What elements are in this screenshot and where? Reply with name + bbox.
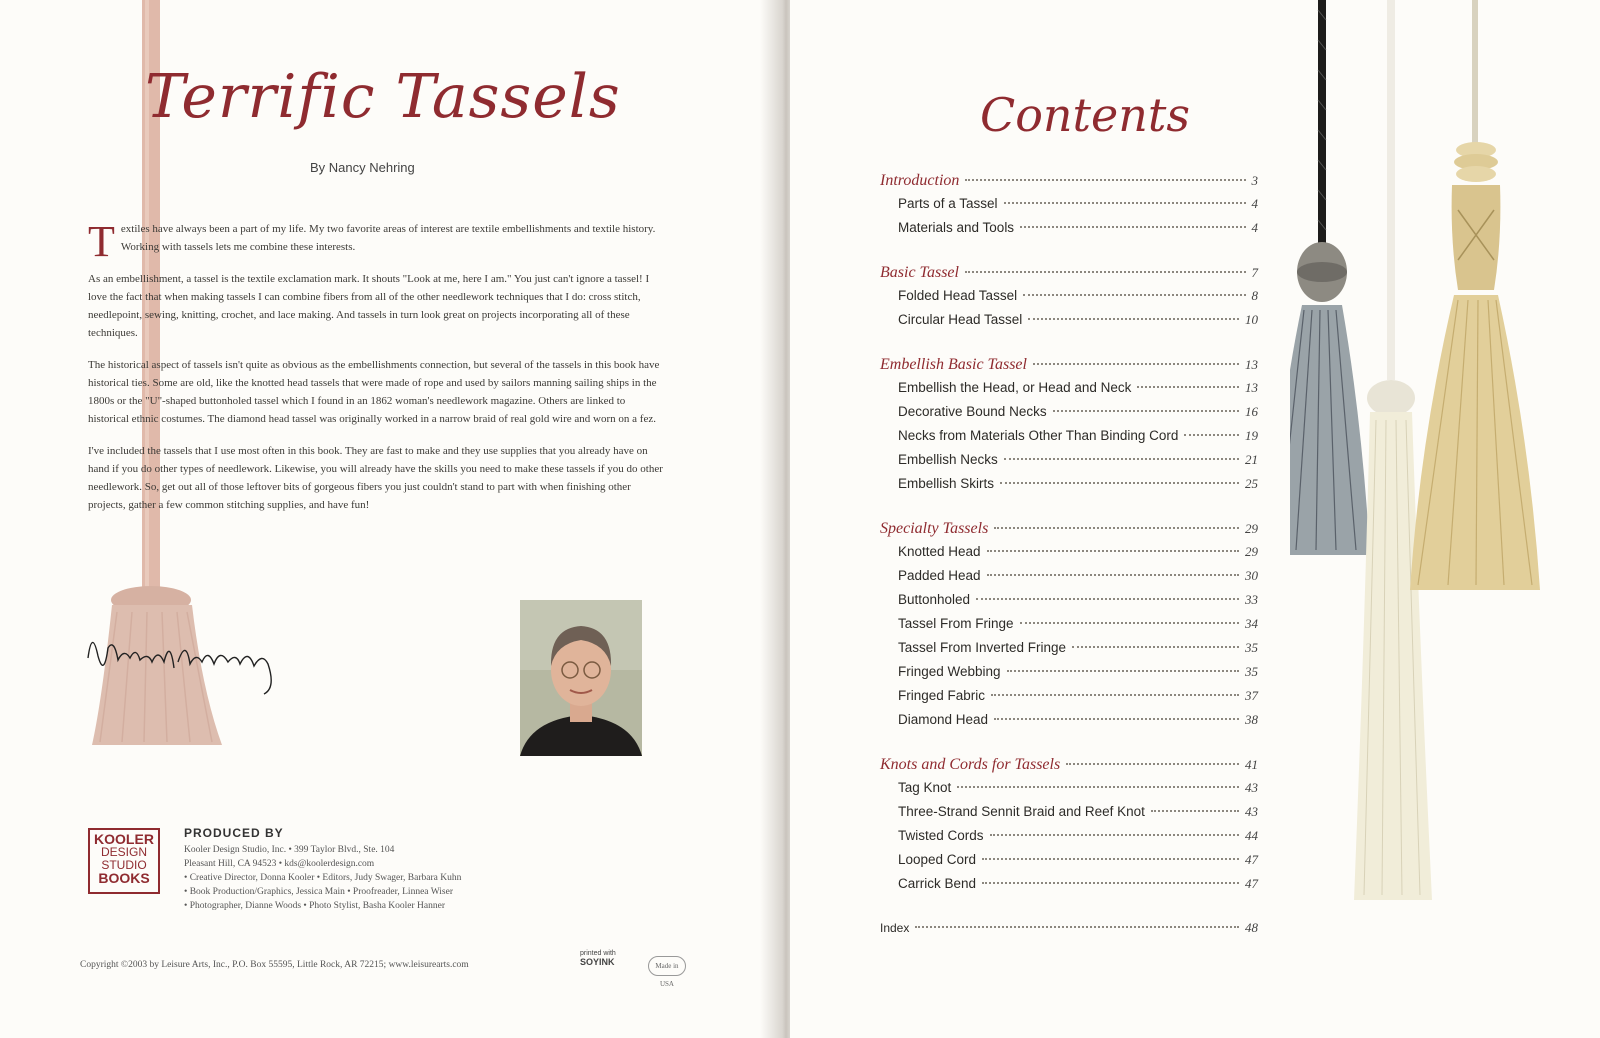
toc-entry <box>880 544 1258 568</box>
toc-page-number: 34 <box>1245 616 1258 631</box>
toc-page-number: 25 <box>1245 476 1258 491</box>
toc-leader-dots <box>1028 318 1239 320</box>
toc-page-number: 47 <box>1245 852 1258 867</box>
toc-page-number: 47 <box>1245 876 1258 891</box>
toc-page-number: 13 <box>1245 380 1258 395</box>
intro-paragraph: Textiles have always been a part of my life. My two favorite areas of interest are textile embellishments and textile history. Working with tassels lets me combine these interests. <box>88 217 656 266</box>
toc-section-heading <box>880 520 1258 544</box>
toc-page-number: 10 <box>1245 312 1258 327</box>
toc-section <box>880 264 1258 336</box>
toc-page-number: 13 <box>1245 357 1258 372</box>
toc-entry <box>880 664 1258 688</box>
toc-entry <box>880 312 1258 336</box>
toc-page-number: 8 <box>1251 288 1258 303</box>
toc-leader-dots <box>1004 458 1239 460</box>
toc-page-number: 29 <box>1245 544 1258 559</box>
book-title: Terrific Tassels <box>145 62 621 132</box>
toc-leader-dots <box>1053 410 1239 412</box>
toc-section-title: Knots and Cords for Tassels <box>880 756 1061 773</box>
toc-leader-dots <box>991 694 1239 696</box>
toc-leader-dots <box>1072 646 1239 648</box>
toc-page-number: 21 <box>1245 452 1258 467</box>
author-signature <box>78 618 308 698</box>
toc-leader-dots <box>1151 810 1239 812</box>
toc-leader-dots <box>1020 622 1239 624</box>
toc-entry <box>880 288 1258 312</box>
toc-entry <box>880 804 1258 828</box>
toc-entry-label: Embellish Necks <box>898 452 998 467</box>
toc-page-number: 29 <box>1245 521 1258 536</box>
toc-page-number: 7 <box>1251 265 1258 280</box>
toc-page-number: 3 <box>1251 173 1258 188</box>
toc-leader-dots <box>1137 386 1239 388</box>
toc-entry <box>880 380 1258 404</box>
toc-entry <box>880 452 1258 476</box>
toc-leader-dots <box>1020 226 1245 228</box>
made-in-badge: Made in USA <box>648 956 686 976</box>
toc-entry <box>880 688 1258 712</box>
toc-leader-dots <box>994 718 1239 720</box>
toc-leader-dots <box>965 271 1246 273</box>
toc-entry-label: Tassel From Fringe <box>898 616 1014 631</box>
toc-page-number: 41 <box>1245 757 1258 772</box>
toc-entry <box>880 712 1258 736</box>
toc-entry-label: Tassel From Inverted Fringe <box>898 640 1067 655</box>
toc-entry-label: Folded Head Tassel <box>898 288 1018 303</box>
toc-entry-label: Necks from Materials Other Than Binding Cord <box>898 428 1179 443</box>
toc-entry-label: Decorative Bound Necks <box>898 404 1047 419</box>
introduction-text <box>88 217 668 528</box>
toc-entry-label: Carrick Bend <box>898 876 977 891</box>
toc-entry-label: Three-Strand Sennit Braid and Reef Knot <box>898 804 1145 819</box>
tassel-illustration <box>1290 0 1590 910</box>
toc-section-heading <box>880 264 1258 288</box>
toc-entry-label: Circular Head Tassel <box>898 312 1023 327</box>
toc-entry-label: Tag Knot <box>898 780 952 795</box>
toc-section-title: Introduction <box>880 172 960 189</box>
intro-paragraph: I've included the tassels that I use most often in this book. They are fast to make and they use supplies that you already have on hand if you do other types of needlework. Likewise, you will already have the skills you need to make these tassels if you do other needlework. So, get out all of those leftover bits of gorgeous fibers you just couldn't stand to part with when finishing other projects, gather a few common stitching supplies, and have fun! <box>88 445 663 511</box>
toc-section <box>880 520 1258 736</box>
toc-page-number: 19 <box>1245 428 1258 443</box>
toc-section-title: Specialty Tassels <box>880 520 989 537</box>
toc-entry-label: Fringed Webbing <box>898 664 1001 679</box>
toc-section-heading <box>880 756 1258 780</box>
toc-section-heading <box>880 172 1258 196</box>
toc-leader-dots <box>987 574 1239 576</box>
toc-entry <box>880 196 1258 220</box>
toc-entry-label: Materials and Tools <box>898 220 1015 235</box>
kooler-design-logo: KOOLER DESIGN STUDIO BOOKS <box>88 828 160 894</box>
toc-entry <box>880 616 1258 640</box>
toc-entry <box>880 828 1258 852</box>
toc-leader-dots <box>1184 434 1239 436</box>
left-page <box>0 0 780 1038</box>
toc-entry-label: Embellish Skirts <box>898 476 995 491</box>
toc-entry <box>880 640 1258 664</box>
toc-section <box>880 172 1258 244</box>
toc-entry <box>880 592 1258 616</box>
toc-entry-label: Parts of a Tassel <box>898 196 998 211</box>
toc-leader-dots <box>976 598 1239 600</box>
toc-page-number: 48 <box>1245 920 1258 935</box>
toc-entry <box>880 568 1258 592</box>
toc-page-number: 44 <box>1245 828 1258 843</box>
toc-entry-label: Embellish the Head, or Head and Neck <box>898 380 1132 395</box>
toc-entry-label: Fringed Fabric <box>898 688 986 703</box>
toc-entry <box>880 780 1258 804</box>
toc-leader-dots <box>990 834 1239 836</box>
toc-entry-label: Buttonholed <box>898 592 971 607</box>
toc-page-number: 35 <box>1245 664 1258 679</box>
toc-entry <box>880 404 1258 428</box>
toc-leader-dots <box>982 882 1239 884</box>
toc-leader-dots <box>1000 482 1239 484</box>
soy-ink-badge: printed with SOYINK <box>580 950 616 967</box>
toc-leader-dots <box>994 527 1239 529</box>
toc-leader-dots <box>1004 202 1246 204</box>
toc-page-number: 4 <box>1251 196 1258 211</box>
toc-entry-label: Twisted Cords <box>898 828 984 843</box>
toc-leader-dots <box>1066 763 1239 765</box>
toc-page-number: 16 <box>1245 404 1258 419</box>
toc-entry <box>880 852 1258 876</box>
copyright-line: Copyright ©2003 by Leisure Arts, Inc., P.O. Box 55595, Little Rock, AR 72215; www.leisurearts.com <box>80 960 469 970</box>
toc-leader-dots <box>982 858 1239 860</box>
toc-page-number: 38 <box>1245 712 1258 727</box>
toc-leader-dots <box>957 786 1239 788</box>
toc-entry <box>880 476 1258 500</box>
toc-page-number: 33 <box>1245 592 1258 607</box>
toc-index-entry <box>880 920 1258 944</box>
toc-section-heading <box>880 356 1258 380</box>
toc-page-number: 43 <box>1245 804 1258 819</box>
toc-page-number: 43 <box>1245 780 1258 795</box>
produced-by-block: PRODUCED BY Kooler Design Studio, Inc. • 399 Taylor Blvd., Ste. 104 Pleasant Hill, CA 94523 • kds@koolerdesign.com • Creative Director, Donna Kooler • Editors, Judy Swager, Barbara Kuhn • Book Production/Graphics, Jessica Main • Proofreader, Linnea Wiser • Photographer, Dianne Woods • Photo Stylist, Basha Kooler Hanner <box>184 826 524 913</box>
toc-page-number: 4 <box>1251 220 1258 235</box>
toc-page-number: 30 <box>1245 568 1258 583</box>
toc-index-label: Index <box>880 921 910 935</box>
toc-leader-dots <box>1023 294 1245 296</box>
toc-entry-label: Diamond Head <box>898 712 989 727</box>
toc-leader-dots <box>915 926 1239 928</box>
toc-leader-dots <box>987 550 1239 552</box>
toc-entry-label: Knotted Head <box>898 544 981 559</box>
toc-page-number: 37 <box>1245 688 1258 703</box>
toc-section <box>880 756 1258 900</box>
author-photo <box>520 600 642 756</box>
toc-entry-label: Looped Cord <box>898 852 977 867</box>
intro-paragraph: The historical aspect of tassels isn't quite as obvious as the embellishments connection, but several of the tassels in this book have historical ties. Some are old, like the knotted head tassels that were made of rope and used by sailors manning sailing ships in the 1800s or the "U"-shaped buttonholed tassel which I found in an 1862 woman's needlework magazine. Others are linked to historical ethnic costumes. The diamond head tassel was originally worked in a narrow braid of real gold wire and worn on a fez. <box>88 359 660 425</box>
toc-entry <box>880 220 1258 244</box>
toc-leader-dots <box>1007 670 1239 672</box>
contents-title: Contents <box>980 88 1190 142</box>
drop-cap: T <box>88 217 115 266</box>
toc-page-number: 35 <box>1245 640 1258 655</box>
toc-leader-dots <box>965 179 1245 181</box>
toc-section-title: Embellish Basic Tassel <box>880 356 1027 373</box>
intro-paragraph: As an embellishment, a tassel is the textile exclamation mark. It shouts "Look at me, here I am." You just can't ignore a tassel! I love the fact that when making tassels I can combine fibers from all of the other needlework techniques that I do: cross stitch, needlepoint, sewing, knitting, crochet, and lace making. And tassels in turn look great on projects incorporating all of these techniques. <box>88 273 650 339</box>
toc-section <box>880 356 1258 500</box>
toc-entry <box>880 876 1258 900</box>
produced-by-heading: PRODUCED BY <box>184 826 284 840</box>
toc-section-title: Basic Tassel <box>880 264 959 281</box>
table-of-contents <box>880 172 1258 944</box>
toc-leader-dots <box>1033 363 1239 365</box>
byline: By Nancy Nehring <box>310 160 415 175</box>
toc-entry <box>880 428 1258 452</box>
toc-entry-label: Padded Head <box>898 568 981 583</box>
